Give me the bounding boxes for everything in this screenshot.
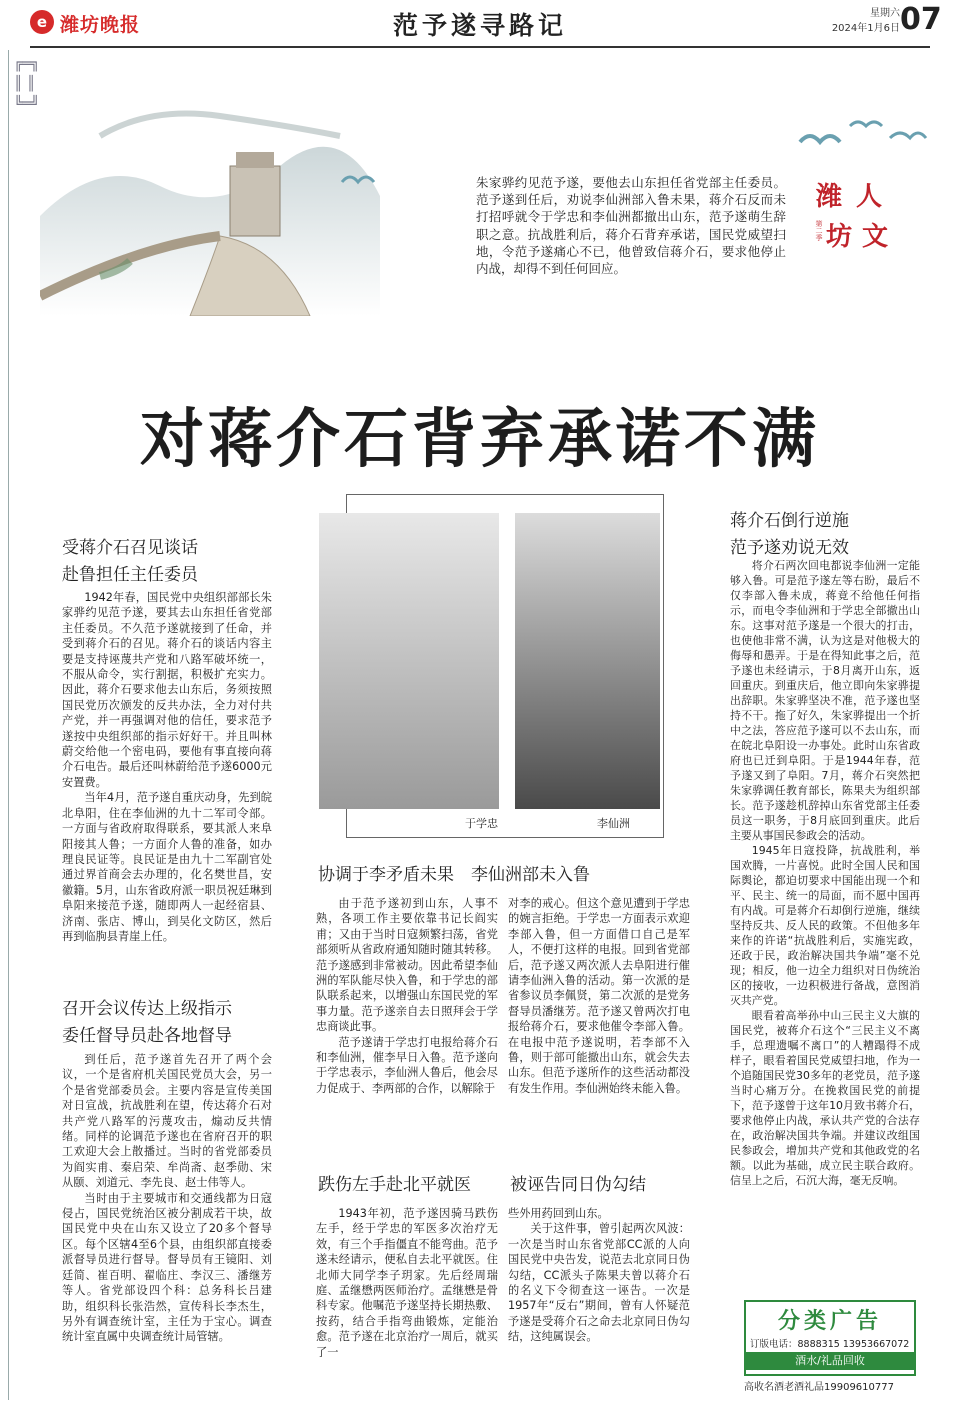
stamp-sub: 第二季 bbox=[815, 220, 823, 241]
column-stamp bbox=[812, 172, 892, 262]
photo-panel bbox=[346, 494, 664, 838]
ad-footer: 高收名酒老酒礼品19909610777 bbox=[744, 1382, 894, 1393]
main-headline: 对蒋介石背弃承诺不满 bbox=[140, 402, 820, 477]
ad-title: 分类广告 bbox=[777, 1309, 882, 1334]
corner-ornament-icon: ╔═╗ ║ ║ ╚═╝ bbox=[14, 56, 40, 112]
date-box bbox=[810, 6, 900, 36]
stamp-char: 坊 bbox=[826, 222, 853, 252]
yu-xuezhong-photo bbox=[319, 513, 499, 809]
intro-summary: 朱家骅约见范予遂，要他去山东担任省党部主任委员。范予遂到任后，劝说李仙洲部入鲁未果，蒋介石反而未打招呼就令于学忠和李仙洲都撤出山东，范予遂萌生辞职之意。抗战胜利后，蒋介石背弃承诺，国民党威望扫地，令范予遂痛心不已，他曾致信蒋介石，要求他停止内战，却得不到任何回应。 bbox=[476, 175, 786, 277]
header-divider bbox=[30, 46, 930, 48]
stamp-char: 人 bbox=[856, 182, 883, 212]
stamp-char: 潍 bbox=[816, 182, 843, 212]
section-body: 到任后，范予遂首先召开了两个会议，一个是省府机关国民党员大会，另一个是省党部委员会。主要内容是宣传美国对日宣战，抗战胜利在望，传达蒋介石对共产党八路军的污蔑攻击，煽动反共情绪。同样的论调范予遂也在省府召开的职工欢迎大会上散播过。当时的省党部委员为阎实甫、秦启荣、牟尚斋、赵季勋、宋从颐、刘道元、李先良、赵士伟等人。 当时由于主要城市和交通线都为日寇侵占，国民党统治区被分割成若干块，故国民党中央在山东又设立了20多个督导区。每个区辖4至6个县，由组织部直接委派督导员进行督导。督导员有王镜阳、刘廷简、崔百明、翟临庄、李汉三、潘继芳等人。省党部设四个科：总务科长吕建助，组织科长张浩然，宣传科长李杰生，另外有调查统计室，主任为于宝心。调查统计室直属中央调查统计局管辖。 bbox=[62, 1053, 272, 1344]
ad-strip: 酒水/礼品回收 bbox=[746, 1352, 914, 1370]
section-body: 由于范予遂初到山东，人事不熟，各项工作主要依靠书记长阎实甫；又由于当时日寇频繁扫荡，省党部须听从省政府通知随时随其转移。范予遂感到非常被动。因此希望李仙洲的军队能尽快入鲁，和于学忠的部队联系起来，以增强山东国民党的军事力量。范予遂亲自去日照拜会于学忠商谈此事。 范予遂请于学忠打电报给蒋介石和李仙洲，催李早日入鲁。范予遂向于学忠表示，李仙洲人鲁后，他会尽力促成于、李两部的合作，以解除于 bbox=[316, 897, 498, 1095]
issue-date: 2024年1月6日 bbox=[831, 23, 900, 34]
small-bird-icon bbox=[340, 170, 380, 190]
section-heading: 跌伤左手赴北平就医 bbox=[318, 1175, 471, 1195]
section-body: 1942年春，国民党中央组织部部长朱家骅约见范予遂，要其去山东担任省党部主任委员。不久范予遂就接到了任命，并受到蒋介石的召见。蒋介石的谈话内容主要是支持诬蔑共产党和八路军破坏统一，不服从命令，实行割据，积极扩充实力。因此，蒋介石要求他去山东后，务须按照国民党历次颁发的反共办法，全力对付共产党，并一再强调对他的信任，要求范予遂按中央组织部的指示好好干。并且叫林蔚交给他一个密电码，要他有事直接向蒋介石电告。最后还叫林蔚给范予遂6000元安置费。 当年4月，范予遂自重庆动身，先到皖北阜阳，住在李仙洲的九十二军司令部。一方面与省政府取得联系，要其派人来阜阳接其人鲁；一方面介人鲁的准备，如办理良民证等。良民证是由九十二军副官处通过界首商会去办理的，化名樊世昌，安徽籍。5月，山东省政府派一职员祝廷琳到阜阳来接范予遂，随即两人一起经宿县、济南、张店、博山，到吴化文防区，然后再到临朐县青崖上任。 bbox=[62, 591, 272, 943]
section-body: 将介石两次回电都说李仙洲一定能够入鲁。可是范予遂左等右盼，最后不仅李部入鲁未成，蒋竟不给他任何指示，而电令李仙洲和于学忠全部撤出山东。这事对范予遂是一个很大的打击，也使他非常不满，认为这是对他极大的侮辱和愚弄。于是在得知此事之后，范予遂也未经请示，于8月离开山东，返回重庆。到重庆后，他立即向朱家骅提出辞职。朱家骅坚决不准，范予遂也坚持不干。拖了好久，朱家骅提出一个折中之法，答应范予遂可以不去山东，而在皖北阜阳设一办事处。此时山东省政府也已迁到阜阳。于是1944年春，范予遂又到了阜阳。7月，蒋介石突然把朱家骅调任教育部长，陈果夫为组织部长。范予遂趁机辞掉山东省党部主任委员这一职务，于8月底回到重庆。此后主要从事国民参政会的活动。 1945年日寇投降，抗战胜利，举国欢腾，一片喜悦。此时全国人民和国际舆论，都迫切要求中国能出现一个和平、民主、统一的局面，而不愿中国再有内战。可是蒋介石却倒行逆施，继续坚持反共、反人民的政策。不但他多年来作的许诺“抗战胜利后，实施宪政，还政于民，政治解决国共争端”毫不兑现；相反，他一边全力组织对日伪统治区的接收，一边积极进行备战，意图消灭共产党。 眼看着高举孙中山三民主义大旗的国民党，被蒋介石这个“三民主义不离手，总理遗嘱不离口”的人糟蹋得不成样子，眼看着国民党威望扫地，作为一个追随国民党30多年的老党员，范予遂当时心痛万分。在挽救国民党的前提下，范予遂曾于这年10月致书蒋介石，要求他停止内战，承认共产党的合法存在，政治解决国共争端。并建议改组国民参政会，增加共产党和其他政党的名额。以此为基础，成立民主联合政府。信呈上之后，石沉大海，毫无反响。 bbox=[730, 559, 920, 1187]
great-wall-illustration bbox=[40, 96, 380, 316]
photo-caption: 于学忠 bbox=[465, 817, 498, 830]
ad-phone: 订版电话：8888315 13953667072 bbox=[750, 1339, 910, 1350]
section-heading: 被诬告同日伪勾结 bbox=[510, 1175, 646, 1195]
section-heading: 召开会议传达上级指示 委任督导员赴各地督导 bbox=[62, 999, 232, 1046]
section-heading: 协调于李矛盾未果 李仙洲部未入鲁 bbox=[318, 865, 590, 885]
page-section-title: 范予遂寻路记 bbox=[392, 11, 567, 40]
flying-birds-icon bbox=[790, 112, 930, 172]
page-number: 07 bbox=[900, 2, 942, 37]
newspaper-logo bbox=[30, 8, 190, 38]
stamp-char: 文 bbox=[862, 222, 889, 252]
photo-caption: 李仙洲 bbox=[597, 817, 630, 830]
section-body: 对李的戒心。但这个意见遭到于学忠的婉言拒绝。于学忠一方面表示欢迎李部入鲁，但一方面借口自己是军人，不便打这样的电报。回到省党部后，范予遂又两次派人去阜阳进行催请李仙洲入鲁的活动。第一次派的是省参议员李佩贤，第二次派的是党务督导员潘继芳。范予遂又曾两次打电报给蒋介石，要求他催令李部入鲁。在电报中范予遂说明，若李部不入鲁，则于部可能撤出山东，就会失去山东。但范予遂所作的这些活动都没有发生作用。李仙洲始终未能入鲁。 bbox=[508, 897, 690, 1095]
li-xianzhou-photo bbox=[515, 513, 660, 809]
logo-mark-icon: e bbox=[30, 10, 54, 34]
classified-ad bbox=[744, 1300, 916, 1376]
page-header bbox=[0, 0, 955, 46]
section-body: 1943年初，范予遂因骑马跌伤左手，经于学忠的军医多次治疗无效，有三个手指僵直不能弯曲。范予遂未经请示，便私自去北平就医。住北师大同学李子玥家。先后经周瑞庭、孟继懋两医师治疗。孟继懋是骨科专家。他嘱范予遂坚持长期热敷、按药，结合手指弯曲锻炼，定能治愈。范予遂在北京治疗一周后，就买了一 bbox=[316, 1207, 498, 1359]
weekday: 星期六 bbox=[870, 8, 900, 19]
decorative-frame bbox=[8, 50, 33, 1400]
section-body: 些外用药回到山东。 关于这件事，曾引起两次风波：一次是当时山东省党部CC派的人向国民党中央告发，说范去北京同日伪勾结，CC派头子陈果夫曾以蒋介石的名义下令彻查这一诬告。一次是1957年“反右”期间，曾有人怀疑范予遂是受蒋介石之命去北京同日伪勾结，这纯属误会。 bbox=[508, 1207, 690, 1344]
section-heading: 受蒋介石召见谈话 赴鲁担任主任委员 bbox=[62, 538, 198, 585]
logo-text: 潍坊晚报 bbox=[60, 14, 141, 36]
section-heading: 蒋介石倒行逆施 范予遂劝说无效 bbox=[730, 511, 849, 558]
